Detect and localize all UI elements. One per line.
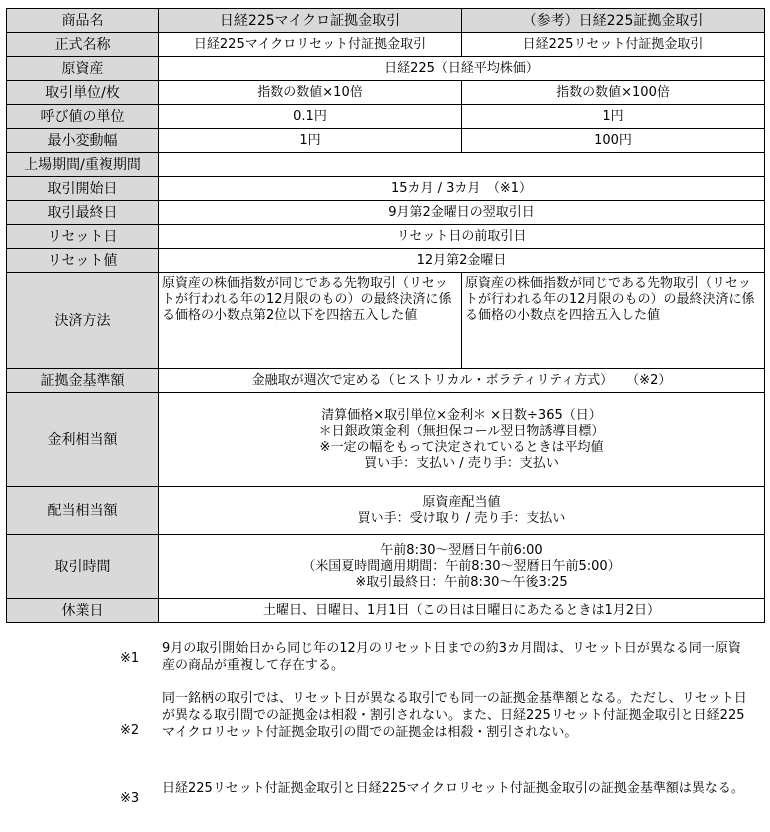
trading-start-value: 15カ月 / 3カ月 （※1） xyxy=(159,177,765,201)
row-label-holidays: 休業日 xyxy=(7,599,159,623)
min-change-micro: 1円 xyxy=(159,129,462,153)
margin-base-value: 金融取が週次で定める（ヒストリカル・ボラティリティ方式） （※2） xyxy=(159,369,765,393)
row-label-trading-unit: 取引単位/枚 xyxy=(7,81,159,105)
row-label-underlying: 原資産 xyxy=(7,57,159,81)
table-row xyxy=(7,201,765,225)
listing-period-value xyxy=(159,153,765,177)
last-trading-day-value: 9月第2金曜日の翌取引日 xyxy=(159,201,765,225)
table-row xyxy=(7,177,765,201)
trading-hours-value: 午前8:30～翌暦日午前6:00 （米国夏時間適用期間：午前8:30～翌暦日午前5:00） ※取引最終日：午前8:30～午後3:25 xyxy=(159,535,765,599)
table-row xyxy=(7,249,765,273)
header-reference: （参考）日経225証拠金取引 xyxy=(462,9,765,33)
table-row xyxy=(7,273,765,369)
table-row xyxy=(7,225,765,249)
row-label-margin-base: 証拠金基準額 xyxy=(7,369,159,393)
row-label-listing-period: 上場期間/重複期間 xyxy=(7,153,159,177)
official-name-reference: 日経225リセット付証拠金取引 xyxy=(462,33,765,57)
tick-unit-micro: 0.1円 xyxy=(159,105,462,129)
row-label-reset-date: リセット日 xyxy=(7,225,159,249)
footnote-mark: ※1 xyxy=(120,651,140,666)
row-label-trading-start: 取引開始日 xyxy=(7,177,159,201)
min-change-reference: 100円 xyxy=(462,129,765,153)
table-row xyxy=(7,535,765,599)
table-row xyxy=(7,487,765,535)
settlement-reference: 原資産の株価指数が同じである先物取引（リセットが行われる年の12月限のもの）の最終決済に係る価格の小数点を四捨五入した値 xyxy=(462,273,765,369)
row-label-official-name: 正式名称 xyxy=(7,33,159,57)
table-row xyxy=(7,153,765,177)
row-label-trading-hours: 取引時間 xyxy=(7,535,159,599)
row-label-settlement: 決済方法 xyxy=(7,273,159,369)
trading-unit-micro: 指数の数値×10倍 xyxy=(159,81,462,105)
row-label-tick-unit: 呼び値の単位 xyxy=(7,105,159,129)
reset-value-value: 12月第2金曜日 xyxy=(159,249,765,273)
table-row xyxy=(7,33,765,57)
interest-value: 清算価格×取引単位×金利＊ ×日数÷365（日） ＊日銀政策金利（無担保コール翌日物誘導目標） ※一定の幅をもって決定されているときは平均値 買い手：支払い / 売り手：支払い xyxy=(159,393,765,487)
row-label-dividend: 配当相当額 xyxy=(7,487,159,535)
footnote-text: 日経225リセット付証拠金取引と日経225マイクロリセット付証拠金取引の証拠金基準額は異なる。 xyxy=(162,781,744,796)
dividend-value: 原資産配当値 買い手：受け取り / 売り手：支払い xyxy=(159,487,765,535)
header-micro: 日経225マイクロ証拠金取引 xyxy=(159,9,462,33)
row-label-interest: 金利相当額 xyxy=(7,393,159,487)
reset-date-value: リセット日の前取引日 xyxy=(159,225,765,249)
holidays-value: 土曜日、日曜日、1月1日（この日は日曜日にあたるときは1月2日） xyxy=(159,599,765,623)
footnote-mark: ※2 xyxy=(120,723,140,738)
row-label-last-trading-day: 取引最終日 xyxy=(7,201,159,225)
underlying-value: 日経225（日経平均株価） xyxy=(159,57,765,81)
row-label-min-change: 最小変動幅 xyxy=(7,129,159,153)
contract-spec-table xyxy=(6,8,765,623)
tick-unit-reference: 1円 xyxy=(462,105,765,129)
table-row xyxy=(7,599,765,623)
table-row xyxy=(7,129,765,153)
footnote-text: 同一銘柄の取引では、リセット日が異なる取引でも同一の証拠金基準額となる。ただし、リセット日が異なる取引間での証拠金は相殺・割引されない。また、日経225リセット付証拠金取引と日経225マイクロリセット付証拠金取引の間での証拠金は相殺・割引されない。 xyxy=(162,691,747,740)
official-name-micro: 日経225マイクロリセット付証拠金取引 xyxy=(159,33,462,57)
row-label-product-name: 商品名 xyxy=(7,9,159,33)
row-label-reset-value: リセット値 xyxy=(7,249,159,273)
table-row xyxy=(7,369,765,393)
table-row xyxy=(7,393,765,487)
table-row xyxy=(7,9,765,33)
footnote-mark: ※3 xyxy=(120,791,140,806)
settlement-micro: 原資産の株価指数が同じである先物取引（リセットが行われる年の12月限のもの）の最終決済に係る価格の小数点第2位以下を四捨五入した値 xyxy=(159,273,462,369)
table-row xyxy=(7,81,765,105)
footnote-text: 9月の取引開始日から同じ年の12月のリセット日までの約3カ月間は、リセット日が異なる同一原資産の商品が重複して存在する。 xyxy=(162,641,741,673)
table-row xyxy=(7,105,765,129)
table-row xyxy=(7,57,765,81)
trading-unit-reference: 指数の数値×100倍 xyxy=(462,81,765,105)
